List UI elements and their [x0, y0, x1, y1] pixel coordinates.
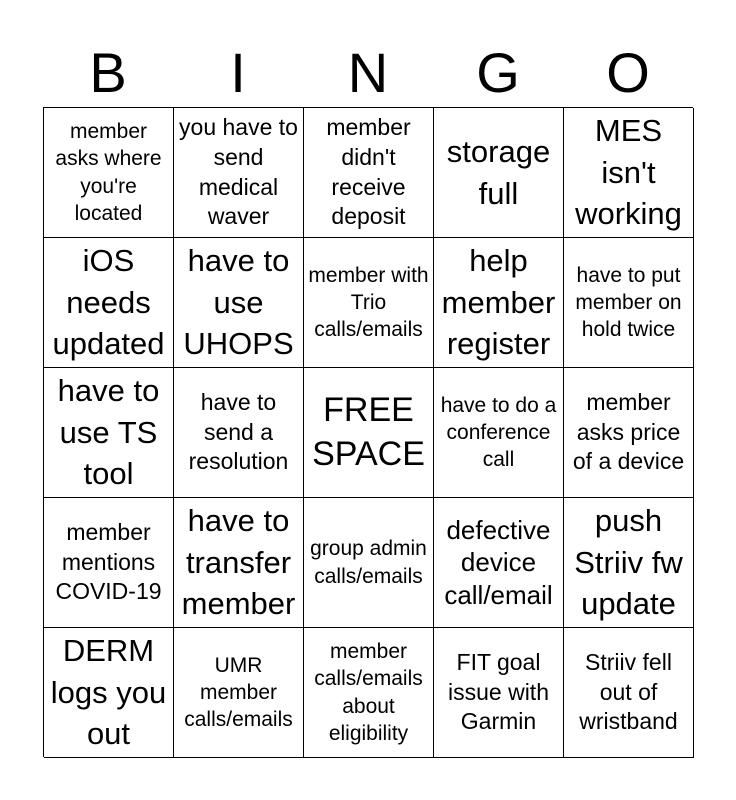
cell-text: have to put member on hold twice [575, 263, 682, 342]
bingo-cell[interactable] [304, 238, 434, 368]
cell-text: member calls/emails about eligibility [314, 639, 423, 745]
free-space-text: FREE SPACE [312, 390, 425, 473]
cell-text: member asks price of a device [572, 388, 685, 475]
cell-text: you have to send medical waver [179, 113, 298, 230]
cell-text: DERM logs you out [50, 632, 167, 752]
bingo-cell[interactable] [304, 498, 434, 628]
cell-text: member didn't receive deposit [326, 113, 411, 230]
cell-text: defective device call/email [444, 514, 553, 610]
cell-text: storage full [446, 133, 551, 211]
bingo-cell[interactable] [174, 628, 304, 758]
bingo-cell[interactable] [564, 368, 694, 498]
bingo-cell[interactable] [434, 238, 564, 368]
bingo-cell[interactable] [174, 238, 304, 368]
cell-text: have to do a conference call [440, 393, 557, 472]
cell-text: member asks where you're located [55, 119, 162, 225]
cell-text: push Striiv fw update [574, 502, 683, 622]
cell-text: have to use TS tool [57, 372, 160, 492]
bingo-cell[interactable] [44, 238, 174, 368]
cell-text: iOS needs updated [52, 242, 165, 362]
bingo-cell[interactable] [304, 628, 434, 758]
free-space-cell[interactable] [304, 368, 434, 498]
cell-text: have to transfer member [181, 502, 296, 622]
bingo-cell[interactable] [564, 238, 694, 368]
header-letter-n: N [347, 41, 389, 104]
bingo-cell[interactable] [434, 368, 564, 498]
cell-text: have to send a resolution [188, 388, 289, 475]
cell-text: have to use UHOPS [183, 242, 294, 362]
cell-text: help member register [441, 242, 556, 362]
bingo-cell[interactable] [174, 108, 304, 238]
bingo-cell[interactable] [304, 108, 434, 238]
cell-text: group admin calls/emails [310, 537, 427, 588]
bingo-cell[interactable] [434, 108, 564, 238]
bingo-cell[interactable] [434, 628, 564, 758]
header-letter-g: G [476, 41, 520, 104]
cell-text: member with Trio calls/emails [308, 263, 429, 342]
bingo-cell[interactable] [174, 368, 304, 498]
bingo-cell[interactable] [564, 498, 694, 628]
cell-text: UMR member calls/emails [184, 653, 293, 732]
header-letter-b: B [89, 41, 127, 104]
bingo-board [43, 107, 693, 757]
bingo-header [43, 40, 693, 106]
bingo-cell[interactable] [44, 108, 174, 238]
bingo-cell[interactable] [174, 498, 304, 628]
header-letter-o: O [606, 41, 650, 104]
bingo-cell[interactable] [44, 628, 174, 758]
cell-text: member mentions COVID-19 [55, 518, 162, 605]
bingo-cell[interactable] [44, 498, 174, 628]
bingo-cell[interactable] [44, 368, 174, 498]
header-letter-i: I [230, 41, 246, 104]
bingo-cell[interactable] [564, 108, 694, 238]
bingo-cell[interactable] [564, 628, 694, 758]
cell-text: FIT goal issue with Garmin [448, 648, 549, 735]
cell-text: Striiv fell out of wristband [579, 648, 678, 735]
cell-text: MES isn't working [575, 112, 682, 232]
bingo-cell[interactable] [434, 498, 564, 628]
